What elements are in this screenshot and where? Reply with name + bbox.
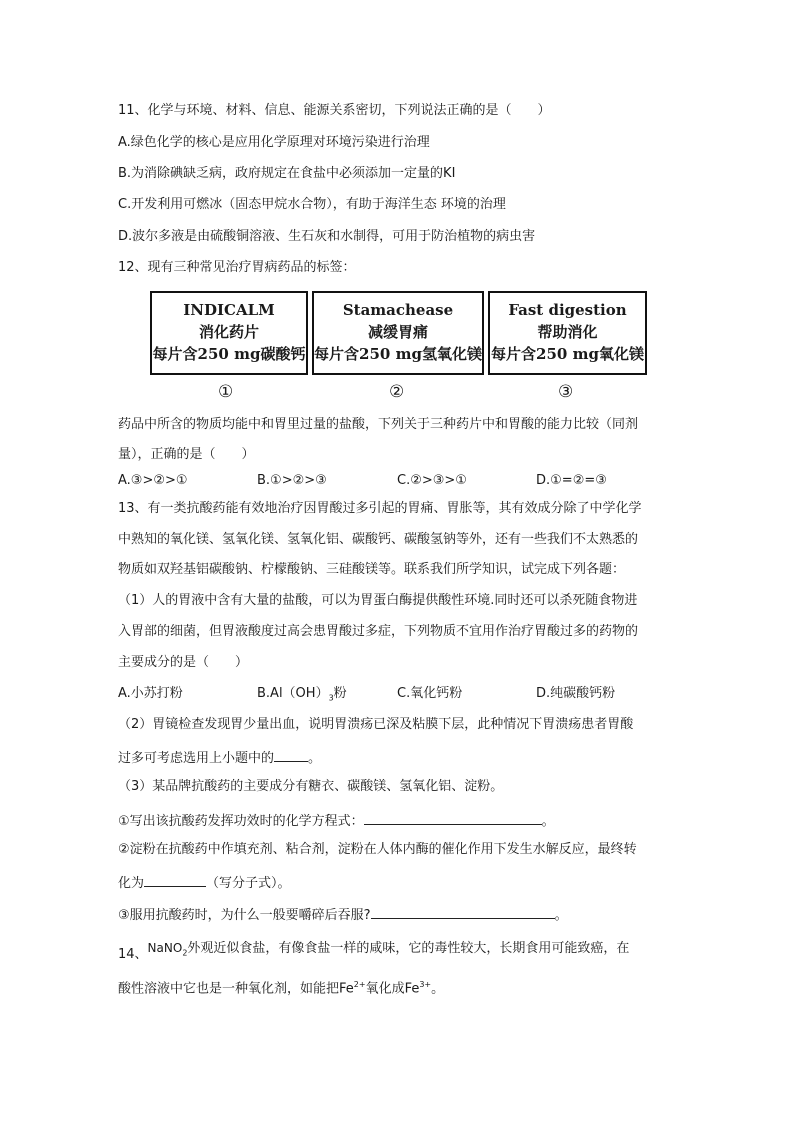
q13-option-b-text: B.Al（OH）	[257, 686, 329, 701]
q13-line-2: 中熟知的氧化镁、氢氧化镁、氢氧化铝、碳酸钙、碳酸氢钠等外，还有一些我们不太熟悉的	[118, 532, 639, 547]
q13-part1-line-1: （1）人的胃液中含有大量的盐酸，可以为胃蛋白酶提供酸性环境.同时还可以杀死随食物进	[118, 593, 638, 608]
q14-ion-charge-1: 2+	[353, 980, 366, 989]
q13-part2-line-1: （2）胃镜检查发现胃少量出血，说明胃溃疡已深及粘膜下层，此种情况下胃溃疡患者胃酸	[118, 717, 634, 732]
drug-label-3-dose: 每片含250 mg氧化镁	[491, 345, 644, 363]
answer-blank-reason[interactable]	[371, 904, 555, 919]
q14-formula-subscript: 2	[182, 948, 188, 958]
q14-ion-charge-2: 3+	[419, 980, 432, 989]
q13-sub2-end: （写分子式）。	[206, 876, 291, 891]
q13-sub1	[118, 810, 555, 831]
q14-line-2-end: 。	[431, 981, 445, 997]
q14-formula: NaNO	[147, 941, 183, 955]
q11-option-a: A.绿色化学的核心是应用化学原理对环境污染进行治理	[118, 135, 430, 150]
answer-blank-1[interactable]	[274, 747, 308, 762]
q13-sub3-end: 。	[554, 908, 568, 923]
drug-label-2	[312, 291, 484, 375]
q12-desc-2: 量），正确的是（ ）	[118, 447, 255, 462]
drug-label-3-number: ③	[558, 382, 574, 402]
q13-sub1-text: ①写出该抗酸药发挥功效时的化学方程式：	[118, 814, 364, 829]
q13-sub2-line-2	[118, 872, 291, 893]
q14-line-2-mid: 氧化成Fe	[365, 981, 420, 997]
drug-labels	[150, 291, 647, 379]
q13-option-d: D.纯碳酸钙粉	[536, 686, 616, 701]
drug-label-2-name: Stamachease	[342, 301, 454, 319]
q13-sub2-line-1: ②淀粉在抗酸药中作填充剂、粘合剂，淀粉在人体内酶的催化作用下发生水解反应，最终转	[118, 842, 637, 857]
drug-label-3-name: Fast digestion	[508, 301, 627, 319]
q13-part3: （3）某品牌抗酸药的主要成分有糖衣、碳酸镁、氢氧化铝、淀粉。	[118, 779, 504, 794]
q11-option-c: C.开发利用可燃冰（固态甲烷水合物），有助于海洋生态 环境的治理	[118, 197, 506, 212]
q13-option-b-subscript: 3	[328, 693, 334, 703]
q13-option-c: C.氧化钙粉	[397, 686, 463, 701]
drug-label-1	[150, 291, 308, 375]
q13-line-3: 物质如双羟基铝碳酸钠、柠檬酸钠、三硅酸镁等。联系我们所学知识，试完成下列各题：	[118, 562, 626, 577]
q14-line-2	[118, 976, 444, 998]
answer-blank-equation[interactable]	[364, 810, 542, 825]
drug-label-1-use: 消化药片	[198, 323, 259, 341]
drug-label-2-dose: 每片含250 mg氢氧化镁	[314, 345, 482, 363]
q13-part2-text: 过多可考虑选用上小题中的	[118, 751, 275, 766]
q14-line-2-text: 酸性溶液中它也是一种氧化剂，如能把Fe	[118, 981, 354, 997]
q13-sub3	[118, 904, 568, 925]
q13-option-b	[257, 685, 347, 708]
q12-option-a: A.③>②>①	[118, 473, 188, 488]
q12-option-d: D.①=②=③	[536, 473, 607, 488]
q12-option-c: C.②>③>①	[397, 473, 467, 488]
q13-sub1-end: 。	[541, 814, 555, 829]
q12-option-b: B.①>②>③	[257, 473, 327, 488]
drug-label-2-number: ②	[389, 382, 405, 402]
q13-sub3-text: ③服用抗酸药时，为什么一般要嚼碎后吞服?	[118, 908, 371, 923]
q14-number: 14、	[118, 947, 148, 962]
q12-stem: 12、现有三种常见治疗胃病药品的标签：	[118, 260, 356, 275]
q11-option-d: D.波尔多液是由硫酸铜溶液、生石灰和水制得，可用于防治植物的病虫害	[118, 229, 536, 244]
q13-option-b-suffix: 粉	[333, 686, 347, 701]
drug-label-1-number: ①	[218, 382, 234, 402]
answer-blank-formula[interactable]	[144, 872, 206, 887]
drug-label-2-use: 减缓胃痛	[367, 323, 428, 341]
q11-option-b: B.为消除碘缺乏病，政府规定在食盐中必须添加一定量的KI	[118, 166, 456, 181]
q13-option-a: A.小苏打粉	[118, 686, 183, 701]
q14-line-1-text: 外观近似食盐，有像食盐一样的咸味，它的毒性较大，长期食用可能致癌，在	[187, 941, 630, 956]
drug-label-3-use: 帮助消化	[537, 323, 598, 341]
q13-part2-line-2	[118, 747, 321, 768]
q12-desc-1: 药品中所含的物质均能中和胃里过量的盐酸，下列关于三种药片中和胃酸的能力比较（同剂	[118, 417, 639, 432]
q13-part2-end: 。	[308, 751, 322, 766]
drug-label-1-name: INDICALM	[183, 301, 275, 319]
drug-label-3	[488, 291, 647, 375]
q13-line-1: 13、有一类抗酸药能有效地治疗因胃酸过多引起的胃痛、胃胀等，其有效成分除了中学化学	[118, 501, 642, 516]
q11-stem: 11、化学与环境、材料、信息、能源关系密切，下列说法正确的是（ ）	[118, 103, 551, 118]
q13-sub2-text: 化为	[118, 876, 145, 891]
q13-part1-line-2: 入胃部的细菌，但胃液酸度过高会患胃酸过多症，下列物质不宜用作治疗胃酸过多的药物的	[118, 624, 639, 639]
q13-part1-line-3: 主要成分的是（ ）	[118, 655, 249, 670]
drug-label-1-dose: 每片含250 mg碳酸钙	[152, 345, 306, 363]
q14-line-1	[118, 939, 629, 963]
